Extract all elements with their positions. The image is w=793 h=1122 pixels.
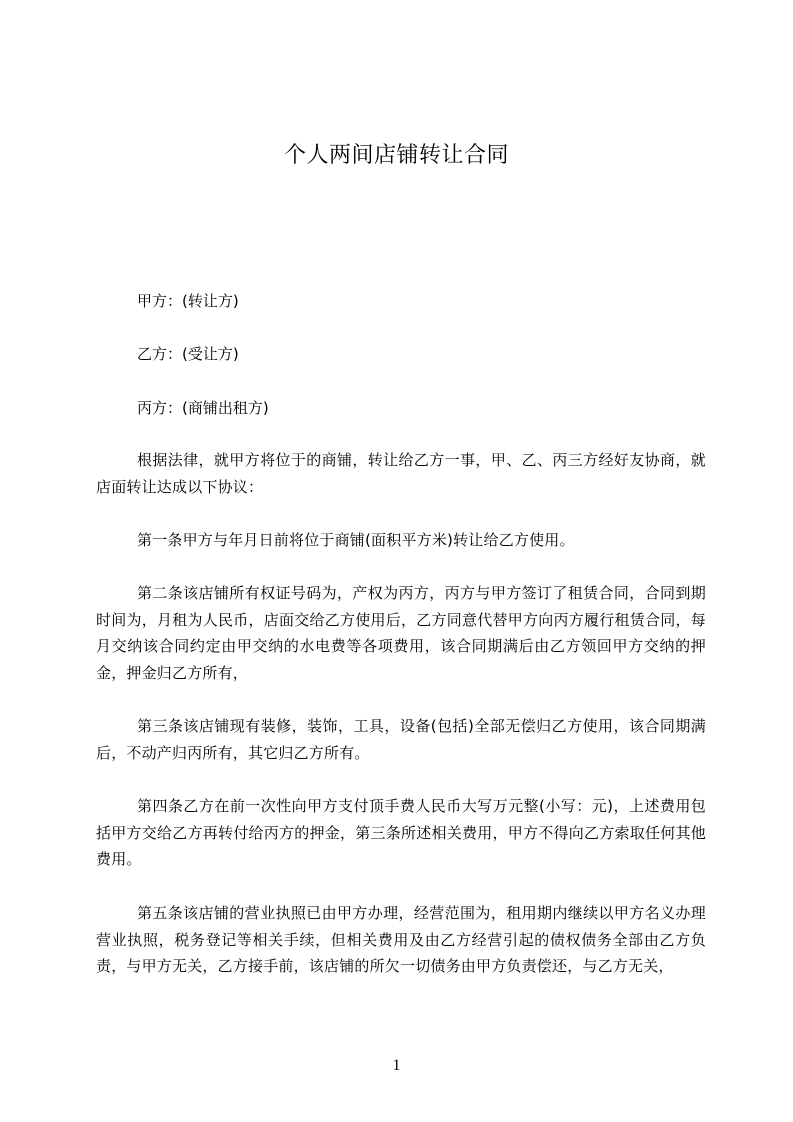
article-5-paragraph: 第五条该店铺的营业执照已由甲方办理，经营范围为，租用期内继续以甲方名义办理营业执照，税务登记等相关手续，但相关费用及由乙方经营引起的债权债务全部由乙方负责，与甲方无关，乙方接手前，该店铺的所欠一切债务由甲方负责偿还，与乙方无关， xyxy=(96,904,706,975)
document-title: 个人两间店铺转让合同 xyxy=(283,143,509,168)
page-number: 1 xyxy=(392,1057,401,1074)
party-c-line: 丙方：(商铺出租方) xyxy=(137,399,269,417)
preamble-paragraph: 根据法律，就甲方将位于的商铺，转让给乙方一事，甲、乙、丙三方经好友协商，就店面转让达成以下协议： xyxy=(96,451,706,496)
party-b-line: 乙方：(受让方) xyxy=(137,345,239,363)
party-a-line: 甲方：(转让方) xyxy=(137,292,239,310)
article-2-paragraph: 第二条该店铺所有权证号码为，产权为丙方，丙方与甲方签订了租赁合同，合同到期时间为，月租为人民币，店面交给乙方使用后，乙方同意代替甲方向丙方履行租赁合同，每月交纳该合同约定由甲交纳的水电费等各项费用，该合同期满后由乙方领回甲方交纳的押金，押金归乙方所有， xyxy=(96,584,706,682)
article-4-paragraph: 第四条乙方在前一次性向甲方支付顶手费人民币大写万元整(小写：元)，上述费用包括甲方交给乙方再转付给丙方的押金，第三条所述相关费用，甲方不得向乙方索取任何其他费用。 xyxy=(96,797,706,868)
article-3-paragraph: 第三条该店铺现有装修，装饰，工具，设备(包括)全部无偿归乙方使用，该合同期满后，不动产归丙所有，其它归乙方所有。 xyxy=(96,717,706,762)
article-1-paragraph: 第一条甲方与年月日前将位于商铺(面积平方米)转让给乙方使用。 xyxy=(137,531,575,549)
